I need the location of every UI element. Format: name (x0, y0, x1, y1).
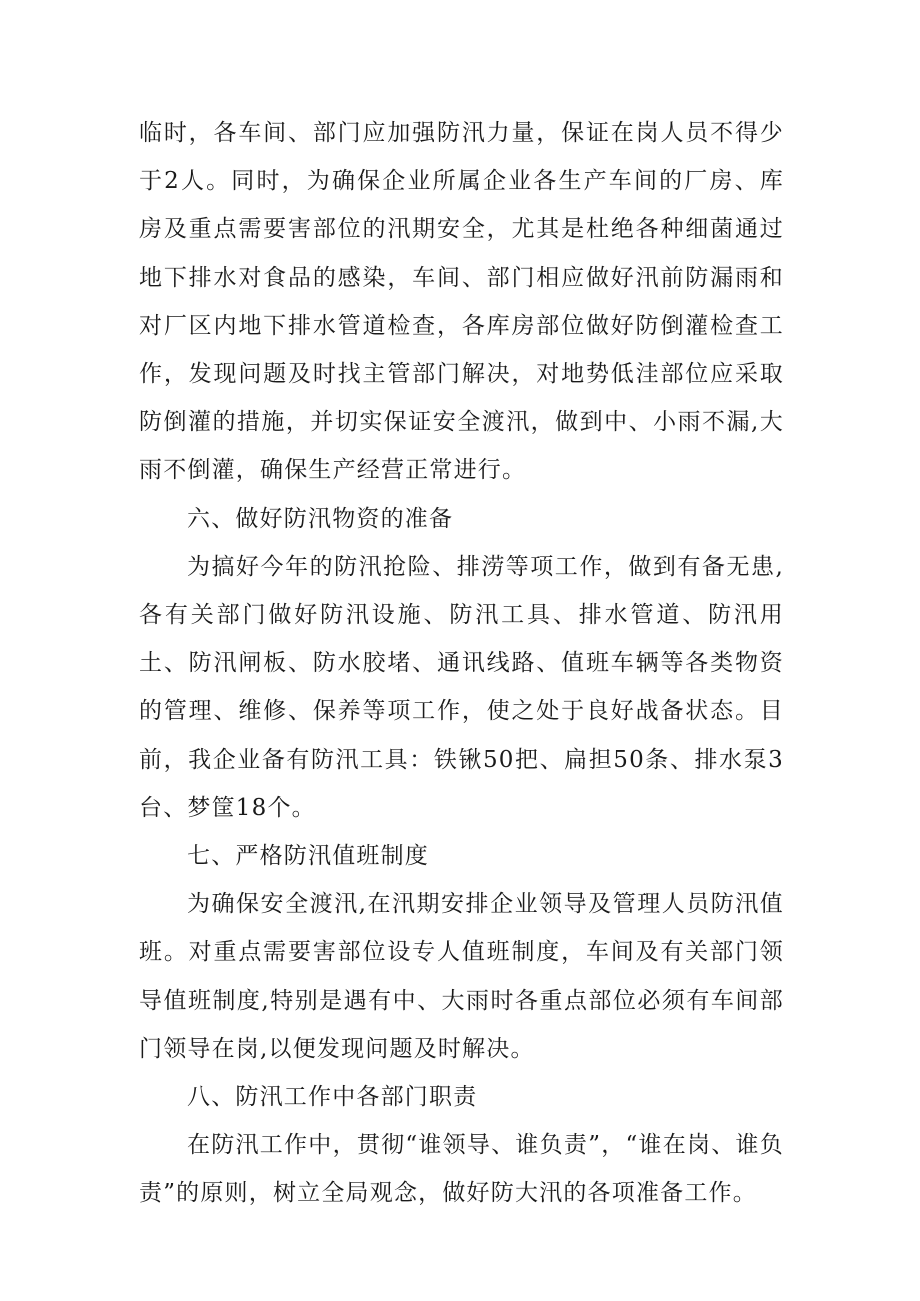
paragraph-department-duties: 在防汛工作中，贯彻“谁领导、谁负责”，“谁在岗、谁负责”的原则，树立全局观念，做好防大汛的各项准备工作。 (139, 1132, 784, 1207)
section-heading-6: 六、做好防汛物资的准备 (187, 505, 454, 532)
paragraph-duty-system: 为确保安全渡汛,在汛期安排企业领导及管理人员防汛值班。对重点需要害部位设专人值班制度，车间及有关部门领导值班制度,特别是遇有中、大雨时各重点部位必须有车间部门领导在岗,以便发现问题及时解决。 (139, 891, 784, 1062)
section-heading-7: 七、严格防汛值班制度 (187, 843, 429, 870)
section-heading-8: 八、防汛工作中各部门职责 (187, 1084, 478, 1111)
paragraph-continuation: 临时，各车间、部门应加强防汛力量，保证在岗人员不得少于2人。同时，为确保企业所属企业各生产车间的厂房、库房及重点需要害部位的汛期安全，尤其是杜绝各种细菌通过地下排水对食品的感染，车间、部门相应做好汛前防漏雨和对厂区内地下排水管道检查，各库房部位做好防倒灌检查工作，发现问题及时找主管部门解决，对地势低洼部位应采取防倒灌的措施，并切实保证安全渡汛，做到中、小雨不漏,大雨不倒灌，确保生产经营正常进行。 (139, 120, 784, 484)
paragraph-flood-materials: 为搞好今年的防汛抢险、排涝等项工作，做到有备无患,各有关部门做好防汛设施、防汛工具、排水管道、防汛用土、防汛闸板、防水胶堵、通讯线路、值班车辆等各类物资的管理、维修、保养等项工作，使之处于良好战备状态。目前，我企业备有防汛工具：铁锹50把、扁担50条、排水泵3台、梦筐18个。 (139, 553, 784, 821)
document-body (139, 109, 784, 1218)
